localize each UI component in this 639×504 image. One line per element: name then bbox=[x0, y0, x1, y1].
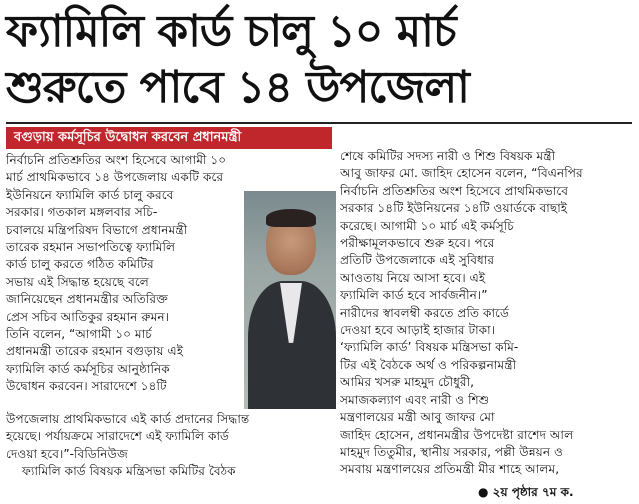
continued-note bbox=[478, 484, 574, 504]
text-line: সভায় এই সিদ্ধান্ত হয়েছে বলে bbox=[6, 274, 149, 289]
text-line: জানিয়েছেন প্রধানমন্ত্রীর অতিরিক্ত bbox=[6, 292, 168, 307]
text-line: চবালয়ে মন্ত্রিপরিষদ বিভাগে প্রধানমন্ত্রী bbox=[6, 222, 188, 237]
text-line: প্রেস সচিব আতিকুর রহমান রুমন। bbox=[6, 309, 169, 324]
text-line: পরীক্ষামূলকভাবে শুরু হবে। পরে bbox=[340, 236, 495, 251]
text-line: মন্ত্রণালয়ের মন্ত্রী আবু জাফর মো bbox=[340, 410, 495, 425]
text-line: ‘ফ্যামিলি কার্ড’ বিষয়ক মন্ত্রিসভা কমি- bbox=[340, 340, 519, 355]
text-line: ফ্যামিলি কার্ড কর্মসূচির আনুষ্ঠানিক bbox=[6, 361, 170, 376]
text-line: উদ্বোধন করবেন। সারাদেশে ১৪টি bbox=[6, 379, 167, 394]
intro-paragraph bbox=[6, 152, 332, 187]
text-line: করেছে। আগামী ১০ মার্চ এই কর্মসূচি bbox=[340, 218, 514, 233]
portrait-photo bbox=[244, 191, 336, 409]
wrapped-paragraph bbox=[6, 187, 242, 396]
text-line: সমবায় মন্ত্রণালয়ের প্রতিমন্ত্রী মীর শাহে আলম, bbox=[340, 462, 560, 477]
text-line: আমির খসরু মাহমুদ চৌধুরী, bbox=[340, 375, 474, 390]
text-line: টির এই বৈঠকে অর্থ ও পরিকল্পনামন্ত্রী bbox=[340, 357, 517, 372]
text-line: ইউনিয়নে ফ্যামিলি কার্ড চালু করবে bbox=[6, 187, 174, 202]
text-line: মাহমুদ তিতুমীর, স্থানীয় সরকার, পল্লী উন্নয়ন ও bbox=[340, 444, 563, 459]
text-line: প্রতিটি উপজেলাকে এই সুবিধার bbox=[340, 253, 495, 268]
right-column bbox=[340, 148, 632, 479]
kicker-bar: বগুড়ায় কর্মসূচির উদ্বোধন করবেন প্রধানমন্ত্রী bbox=[6, 127, 332, 149]
headline bbox=[6, 4, 634, 116]
text-line: প্রধানমন্ত্রী তারেক রহমান বগুড়ায় এই bbox=[6, 344, 184, 359]
photo-wrap-area bbox=[6, 187, 332, 411]
headline-divider bbox=[6, 122, 632, 124]
text-line: জাহিদ হোসেন, প্রধানমন্ত্রীর উপদেষ্টা রাশেদ আল bbox=[340, 427, 574, 442]
text-line: তারেক রহমান সভাপতিত্বে ফ্যামিলি bbox=[6, 240, 176, 255]
headline-line-1: ফ্যামিলি কার্ড চালু ১০ মার্চ bbox=[6, 6, 456, 57]
text-line: আওতায় নিয়ে আসা হবে। এই bbox=[340, 270, 486, 285]
bullet-icon: ● bbox=[478, 485, 489, 499]
text-line: নির্বাচনি প্রতিশ্রুতির অংশ হিসেবে আগামী ১০ bbox=[6, 153, 227, 167]
text-line: হয়েছে। পর্যায়ক্রমে সারাদেশে এই ফ্যামিলি কার্ড bbox=[6, 429, 230, 444]
continued-text: ২য় পৃষ্ঠার ৭ম ক. bbox=[492, 485, 574, 499]
text-line: নির্বাচনি প্রতিশ্রুতির অংশ হিসেবে প্রাথমিকভাবে bbox=[340, 183, 569, 198]
text-line: দেওয়া হবে।”-বিডিনিউজ bbox=[6, 446, 128, 461]
text-line: মার্চ প্রাথমিকভাবে ১৪ উপজেলায় একটি করে bbox=[6, 170, 224, 185]
text-line: তিনি বলেন, “আগামী ১০ মার্চ bbox=[6, 327, 152, 342]
closing-paragraph bbox=[6, 411, 332, 481]
photo-hair bbox=[266, 209, 316, 227]
text-line: কার্ড চালু করতে গঠিত কমিটির bbox=[6, 257, 154, 272]
text-line: ফ্যামিলি কার্ড বিষয়ক মন্ত্রিসভা কমিটির বৈঠক bbox=[22, 464, 236, 479]
headline-line-2: শুরুতে পাবে ১৪ উপজেলা bbox=[6, 62, 469, 113]
text-line: শেষে কমিটির সদস্য নারী ও শিশু বিষয়ক মন্ত্রী bbox=[340, 149, 556, 163]
text-line: সমাজকল্যাণ এবং নারী ও শিশু bbox=[340, 392, 490, 407]
text-line: ফ্যামিলি কার্ড হবে সার্বজনীন।” bbox=[340, 288, 488, 303]
text-line: নারীদের স্বাবলম্বী করতে প্রতি কার্ডে bbox=[340, 305, 509, 320]
text-line: আবু জাফর মো. জাহিদ হোসেন বলেন, “বিএনপির bbox=[340, 166, 583, 181]
left-column bbox=[6, 127, 332, 480]
text-line: দেওয়া হবে আড়াই হাজার টাকা। bbox=[340, 323, 496, 338]
text-line: সরকার ১৪টি ইউনিয়নের ১৪টি ওয়ার্ডকে বাছাই bbox=[340, 201, 568, 216]
text-line: সরকার। গতকাল মঙ্গলবার সচি- bbox=[6, 205, 158, 220]
text-line: উপজেলায় প্রাথমিকভাবে এই কার্ড প্রদানের সিদ্ধান্ত bbox=[6, 411, 250, 426]
